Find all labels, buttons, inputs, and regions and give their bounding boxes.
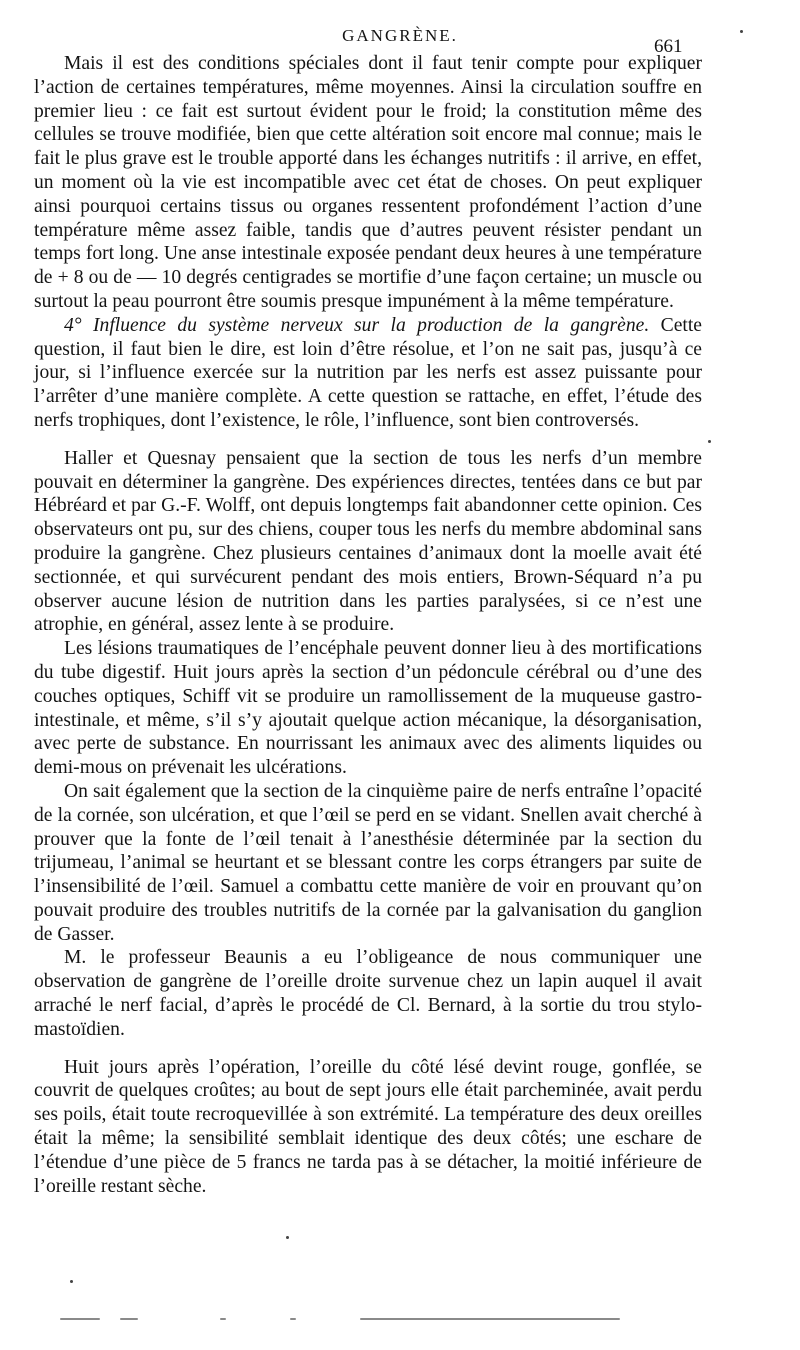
scan-mark	[220, 1318, 226, 1320]
paragraph-nervous-system	[34, 314, 702, 433]
body-text	[34, 52, 702, 1198]
paragraph-observation	[34, 1056, 702, 1199]
paragraph-text: Haller et Quesnay pensaient que la section de tous les nerfs d’un membre pouvait en déterminer la gangrène. Des expériences directes, tentées dans ce but par Hébréard et par G.-F. Wolff, ont depuis longtemps fait abandonner cette opinion. Ces observateurs ont pu, sur des chiens, couper tous les nerfs du membre abdominal sans produire la gangrène. Chez plusieurs centaines d’animaux dont la moelle avait été sectionnée, et qui survécurent pendant des mois entiers, Brown-Séquard n’a pu observer aucune lésion de nutrition dans les parties paralysées, si ce n’est une atrophie, en général, assez lente à se produire.	[34, 447, 702, 636]
paragraph-text: M. le professeur Beaunis a eu l’obligeance de nous communiquer une observation de gangrène de l’oreille droite survenue chez un lapin auquel il avait arraché le nerf facial, d’après le procédé de Cl. Bernard, à la sortie du trou stylo-mastoïdien.	[34, 947, 702, 1040]
margin-speck	[70, 1280, 73, 1283]
scan-mark	[120, 1318, 138, 1320]
paragraph-text: Huit jours après l’opération, l’oreille du côté lésé devint rouge, gonflée, se couvrit de quelques croûtes; au bout de sept jours elle était parcheminée, avait perdu ses poils, était toute recroquevillée à son extrémité. La température des deux oreilles était la même; la sensibilité semblait identique des deux côtés; une eschare de l’étendue d’une pièce de 5 francs ne tarda pas à se détacher, la moitié inférieure de l’oreille restant sèche.	[34, 1056, 702, 1197]
scan-mark	[360, 1318, 620, 1320]
margin-speck	[708, 440, 711, 443]
paragraph-text: Cette question, il faut bien le dire, est loin d’être résolue, et l’on ne sait pas, jusqu’à ce jour, si l’influence exercée sur la nutrition par les nerfs est assez puissante pour l’arrêter d’une manière complète. A cette question se rattache, en effet, l’étude des nerfs trophiques, dont l’existence, le rôle, l’influence, sont bien controversés.	[34, 314, 702, 431]
margin-speck	[740, 30, 743, 33]
paragraph-beaunis	[34, 946, 702, 1041]
scan-mark	[290, 1318, 296, 1320]
paragraph-haller-quesnay	[34, 447, 702, 637]
page-number: 661	[654, 36, 683, 57]
scan-mark	[60, 1318, 100, 1320]
paragraph-text: Mais il est des conditions spéciales dont il faut tenir compte pour expliquer l’action de certaines températures, même moyennes. Ainsi la circulation souffre en premier lieu : ce fait est surtout évident pour le froid; la constitution même des cellules se trouve modifiée, bien que cette altération soit encore mal connue; mais le fait le plus grave est le trouble apporté dans les échanges nutritifs : il arrive, en effet, un moment où la vie est incompatible avec cet état de choses. On peut expliquer ainsi pourquoi certains tissus ou organes ressentent profondément l’action d’une température même assez faible, tandis que d’autres peuvent résister pendant un temps fort long. Une anse intestinale exposée pendant deux heures à une température de + 8 ou de — 10 degrés centigrades se mortifie d’une façon certaine; un muscle ou surtout la peau pourront être soumis presque impunément à la même température.	[34, 53, 702, 312]
paragraph-brain-lesions	[34, 637, 702, 780]
paragraph-text: On sait également que la section de la cinquième paire de nerfs entraîne l’opacité de la cornée, son ulcération, et que l’œil se perd en se vidant. Snellen avait cherché à prouver que la fonte de l’œil tenait à l’anesthésie déterminée par la section du trijumeau, l’animal se heurtant et se blessant contre les corps étrangers par suite de l’insensibilité de l’œil. Samuel a combattu cette manière de voir en prouvant qu’on pouvait produire des troubles nutritifs de la cornée par la galvanisation du ganglion de Gasser.	[34, 780, 702, 945]
bottom-scan-marks	[60, 1318, 700, 1324]
paragraph-text: Les lésions traumatiques de l’encéphale peuvent donner lieu à des mortifications du tube digestif. Huit jours après la section d’un pédoncule cérébral ou d’une des couches optiques, Schiff vit se produire un ramollissement de la muqueuse gastro-intestinale, et même, s’il s’y ajoutait quelque action mécanique, la désorganisation, avec perte de substance. En nourrissant les animaux avec des aliments liquides ou demi-mous on prévenait les ulcérations.	[34, 638, 702, 779]
section-heading: 4° Influence du système nerveux sur la production de la gangrène.	[64, 314, 650, 336]
paragraph-temperature	[34, 52, 702, 314]
paragraph-fifth-nerve	[34, 780, 702, 947]
running-head-title: GANGRÈNE.	[342, 26, 458, 45]
margin-speck	[286, 1236, 289, 1239]
